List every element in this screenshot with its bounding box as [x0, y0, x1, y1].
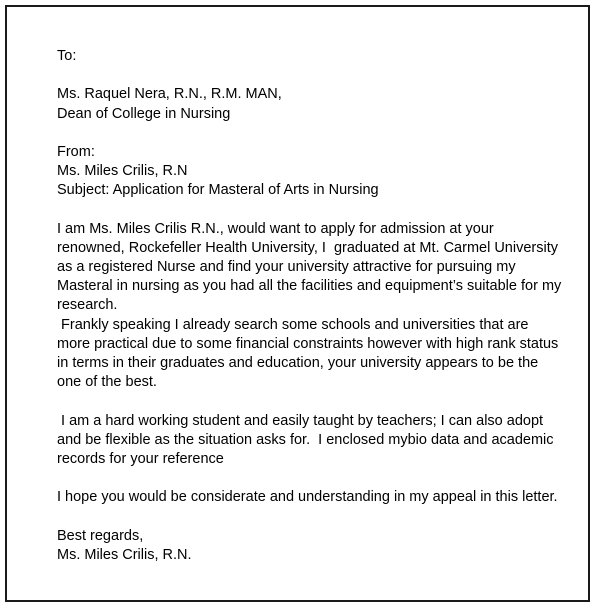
paragraph-line: one of the best. — [57, 374, 157, 391]
paragraph-4 — [57, 488, 567, 507]
sender-name: Ms. Miles Crilis, R.N — [57, 163, 188, 180]
paragraph-line: I am a hard working student and easily taught by teachers; I can also adopt — [57, 412, 544, 429]
spacer — [57, 201, 567, 220]
closing: Best regards, — [57, 527, 144, 544]
paragraph-line: more practical due to some financial constraints however with high rank status — [57, 335, 559, 352]
spacer — [57, 508, 567, 527]
paragraph-2 — [57, 316, 567, 393]
spacer — [57, 124, 567, 143]
recipient-name: Ms. Raquel Nera, R.N., R.M. MAN, — [57, 86, 282, 103]
to-label: To: — [57, 48, 77, 64]
spacer — [57, 392, 567, 411]
paragraph-3 — [57, 412, 567, 470]
paragraph-line: I hope you would be considerate and understanding in my appeal in this letter. — [57, 489, 558, 506]
paragraph-line: in terms in their graduates and education, your university appears to be the — [57, 355, 539, 371]
paragraph-line: records for your reference — [57, 450, 224, 467]
spacer — [57, 66, 567, 85]
paragraph-line: Masteral in nursing as you had all the facilities and equipment’s suitable for my — [57, 278, 562, 295]
spacer — [57, 469, 567, 488]
paragraph-line: renowned, Rockefeller Health University, I graduated at Mt. Carmel University — [57, 239, 558, 256]
paragraph-line: as a registered Nurse and find your university attractive for pursuing my — [57, 259, 516, 276]
paragraph-1 — [57, 220, 567, 316]
recipient-title: Dean of College in Nursing — [57, 105, 231, 122]
paragraph-line: Frankly speaking I already search some schools and universities that are — [57, 316, 529, 333]
page-frame — [5, 5, 590, 602]
subject-line: Subject: Application for Masteral of Arts in Nursing — [57, 182, 379, 199]
paragraph-line: research. — [57, 297, 118, 314]
letter-body — [57, 47, 567, 565]
paragraph-line: I am Ms. Miles Crilis R.N., would want to apply for admission at your — [57, 220, 494, 237]
paragraph-line: and be flexible as the situation asks for. I enclosed mybio data and academic — [57, 431, 554, 448]
signature-name: Ms. Miles Crilis, R.N. — [57, 546, 192, 563]
from-label: From: — [57, 143, 95, 160]
